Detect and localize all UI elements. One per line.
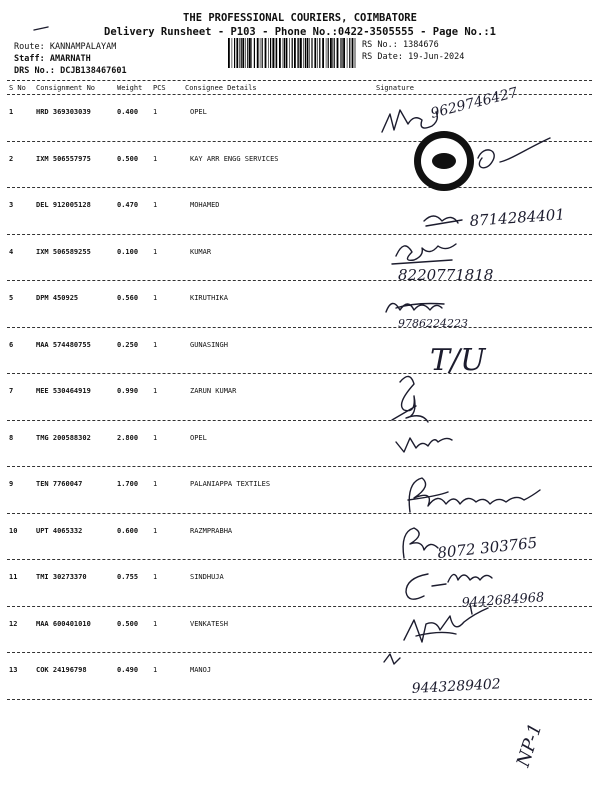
cell-weight: 0.100	[117, 247, 139, 256]
cell-consignee: KAY ARR ENGG SERVICES	[190, 154, 279, 163]
row-separator	[7, 606, 592, 607]
cell-weight: 0.490	[117, 666, 139, 674]
barcode-bar	[355, 38, 356, 68]
rs-no-label: RS No.:	[362, 40, 398, 50]
cell-consignment: UPT 4065332	[36, 526, 83, 535]
barcode-bar	[254, 38, 255, 68]
col-signature: Signature	[376, 84, 414, 92]
cell-consignee: SINDHUJA	[190, 573, 224, 581]
cell-pcs: 1	[153, 387, 158, 395]
cell-consignee: OPEL	[190, 433, 207, 442]
row-separator	[7, 187, 592, 188]
barcode-bar	[241, 38, 242, 68]
barcode-bar	[347, 38, 348, 68]
cell-consignment: MAA 574480755	[36, 340, 91, 349]
cell-weight: 0.500	[117, 154, 139, 163]
cell-pcs: 1	[153, 480, 158, 488]
rs-no-line	[362, 40, 439, 50]
cell-consignment: IXM 506589255	[36, 247, 91, 256]
phone-row-1: 9629746427	[429, 84, 520, 122]
cell-consignment: MEE 530464919	[36, 387, 91, 395]
barcode-bar	[249, 38, 251, 68]
barcode-bar	[260, 38, 261, 68]
signature-row-8	[396, 438, 452, 452]
barcode	[228, 38, 356, 68]
barcode-bar	[262, 38, 263, 68]
col-sno: S No	[9, 84, 26, 92]
signature-row-10	[403, 528, 538, 562]
phone-row-13: 9443289402	[411, 676, 502, 697]
cell-weight: 2.800	[117, 433, 139, 442]
phone-row-10: 8072 303765	[436, 533, 539, 562]
cell-consignment: IXM 506557975	[36, 154, 91, 163]
barcode-bar	[265, 38, 267, 68]
cell-pcs: 1	[153, 666, 158, 674]
cell-consignment: TEN 7760047	[36, 480, 83, 488]
barcode-bar	[340, 38, 341, 68]
barcode-bar	[245, 38, 246, 68]
col-weight: Weight	[117, 84, 143, 92]
barcode-bar	[322, 38, 324, 68]
row-separator	[7, 652, 592, 653]
cell-pcs: 1	[153, 201, 158, 209]
cell-pcs: 1	[153, 154, 158, 163]
signature-row-11	[406, 574, 545, 614]
cell-sno: 3	[9, 201, 14, 209]
cell-sno: 9	[9, 480, 14, 488]
cell-consignment: TMI 30273370	[36, 573, 87, 581]
cell-sno: 4	[9, 247, 14, 256]
rs-date-value: 19-Jun-2024	[408, 52, 465, 62]
barcode-bar	[300, 38, 302, 68]
row-separator	[7, 513, 592, 514]
col-consignee: Consignee Details	[185, 84, 257, 92]
header-bottom-rule	[7, 94, 592, 95]
cell-weight: 0.560	[117, 294, 139, 302]
cell-sno: 7	[9, 387, 14, 395]
cell-weight: 0.470	[117, 201, 139, 209]
cell-sno: 12	[9, 619, 18, 628]
cell-sno: 10	[9, 526, 18, 535]
barcode-bar	[228, 38, 230, 68]
barcode-bar	[276, 38, 277, 68]
runsheet-title: Delivery Runsheet - P103 - Phone No.:0422-3505555 - Page No.:1	[104, 26, 496, 38]
barcode-bar	[239, 38, 240, 68]
row-separator	[7, 234, 592, 235]
cell-weight: 0.755	[117, 573, 139, 581]
barcode-bar	[268, 38, 269, 68]
cell-consignee: KIRUTHIKA	[190, 294, 228, 302]
phone-row-4: 8220771818	[398, 266, 494, 284]
signature-row-9	[408, 478, 540, 512]
cell-pcs: 1	[153, 108, 158, 116]
barcode-bar	[279, 38, 281, 68]
barcode-bar	[292, 38, 293, 68]
cell-pcs: 1	[153, 433, 158, 442]
cell-sno: 1	[9, 108, 14, 116]
barcode-bar	[272, 38, 274, 68]
phone-row-3: 8714284401	[469, 205, 566, 230]
route-line	[14, 42, 116, 52]
cell-consignee: ZARUN KUMAR	[190, 387, 237, 395]
cell-consignee: KUMAR	[190, 247, 212, 256]
cell-consignment: DPM 450925	[36, 294, 79, 302]
row-separator	[7, 280, 592, 281]
cell-sno: 6	[9, 340, 14, 349]
cell-consignment: MAA 600401010	[36, 619, 91, 628]
col-consignment: Consignment No	[36, 84, 96, 92]
barcode-bar	[326, 38, 327, 68]
cell-pcs: 1	[153, 526, 158, 535]
cell-sno: 11	[9, 573, 18, 581]
cell-weight: 0.400	[117, 108, 139, 116]
rs-date-line	[362, 52, 464, 62]
barcode-bar	[332, 38, 333, 68]
company-title: THE PROFESSIONAL COURIERS, COIMBATORE	[183, 12, 417, 24]
barcode-bar	[236, 38, 238, 68]
barcode-bar	[303, 38, 304, 68]
cell-consignee: MOHAMED	[190, 201, 220, 209]
cell-consignee: GUNASINGH	[190, 340, 228, 349]
cell-consignee: PALANIAPPA TEXTILES	[190, 480, 271, 488]
barcode-bar	[314, 38, 316, 68]
cell-weight: 0.600	[117, 526, 139, 535]
signature-row-12	[404, 608, 488, 642]
barcode-bar	[283, 38, 284, 68]
cell-sno: 8	[9, 433, 14, 442]
barcode-bar	[247, 38, 248, 68]
barcode-bar	[328, 38, 329, 68]
barcode-bar	[341, 38, 342, 68]
row-separator	[7, 373, 592, 374]
cell-weight: 1.700	[117, 480, 139, 488]
phone-row-11: 9442684968	[461, 590, 545, 611]
barcode-bar	[251, 38, 252, 68]
barcode-bar	[257, 38, 259, 68]
barcode-bar	[307, 38, 309, 68]
staff-line	[14, 54, 91, 64]
col-pcs: PCS	[153, 84, 166, 92]
staff-value: AMARNATH	[49, 54, 91, 64]
barcode-bar	[275, 38, 276, 68]
cell-pcs: 1	[153, 340, 158, 349]
cell-weight: 0.990	[117, 387, 139, 395]
row-separator	[7, 141, 592, 142]
barcode-bar	[289, 38, 290, 68]
signature-row-7	[392, 376, 428, 422]
staff-label: Staff:	[14, 54, 45, 64]
signature-row-3	[424, 205, 565, 230]
row-separator	[7, 420, 592, 421]
barcode-bar	[349, 38, 350, 68]
barcode-bar	[337, 38, 339, 68]
rs-date-label: RS Date:	[362, 52, 403, 62]
barcode-bar	[311, 38, 312, 68]
barcode-bar	[270, 38, 271, 68]
barcode-bar	[334, 38, 335, 68]
barcode-bar	[242, 38, 244, 68]
cell-weight: 0.500	[117, 619, 139, 628]
barcode-bar	[352, 38, 354, 68]
barcode-bar	[294, 38, 296, 68]
cell-consignment: COK 24196798	[36, 666, 87, 674]
phone-row-5: 9786224223	[398, 317, 468, 330]
cell-pcs: 1	[153, 573, 158, 581]
cell-consignee: MANOJ	[190, 666, 212, 674]
cell-consignment: TMG 200588302	[36, 433, 91, 442]
cell-consignment: HRD 369303039	[36, 108, 91, 116]
route-label: Route:	[14, 42, 45, 52]
cell-consignee: OPEL	[190, 108, 207, 116]
cell-sno: 13	[9, 666, 18, 674]
rs-no-value: 1384676	[402, 40, 439, 50]
drs-value: DCJB138467601	[60, 66, 127, 76]
corner-note: NP-1	[512, 720, 547, 770]
drs-label: DRS No.:	[14, 66, 55, 76]
cell-pcs: 1	[153, 294, 158, 302]
barcode-bar	[232, 38, 233, 68]
cell-sno: 2	[9, 154, 14, 163]
barcode-bar	[286, 38, 288, 68]
barcode-bar	[317, 38, 318, 68]
signature-row-4	[392, 244, 493, 284]
barcode-bar	[319, 38, 320, 68]
cell-consignee: VENKATESH	[190, 619, 228, 628]
row-separator	[7, 327, 592, 328]
barcode-bar	[309, 38, 310, 68]
barcode-bar	[305, 38, 306, 68]
row-separator	[7, 559, 592, 560]
header-top-rule	[7, 80, 592, 81]
cell-consignment: DEL 912005128	[36, 201, 91, 209]
cell-consignee: RAZMPRABHA	[190, 526, 233, 535]
row-separator	[7, 699, 592, 700]
barcode-bar	[284, 38, 285, 68]
cell-sno: 5	[9, 294, 14, 302]
cell-pcs: 1	[153, 247, 158, 256]
barcode-bar	[343, 38, 345, 68]
barcode-bar	[234, 38, 235, 68]
drs-line	[14, 66, 127, 76]
mark-row-6: T/U	[430, 343, 486, 378]
signature-row-13	[384, 654, 501, 697]
barcode-bar	[298, 38, 299, 68]
route-value: KANNAMPALAYAM	[49, 42, 117, 52]
row-separator	[7, 466, 592, 467]
cell-pcs: 1	[153, 619, 158, 628]
barcode-bar	[297, 38, 298, 68]
cell-weight: 0.250	[117, 340, 139, 349]
barcode-bar	[330, 38, 332, 68]
